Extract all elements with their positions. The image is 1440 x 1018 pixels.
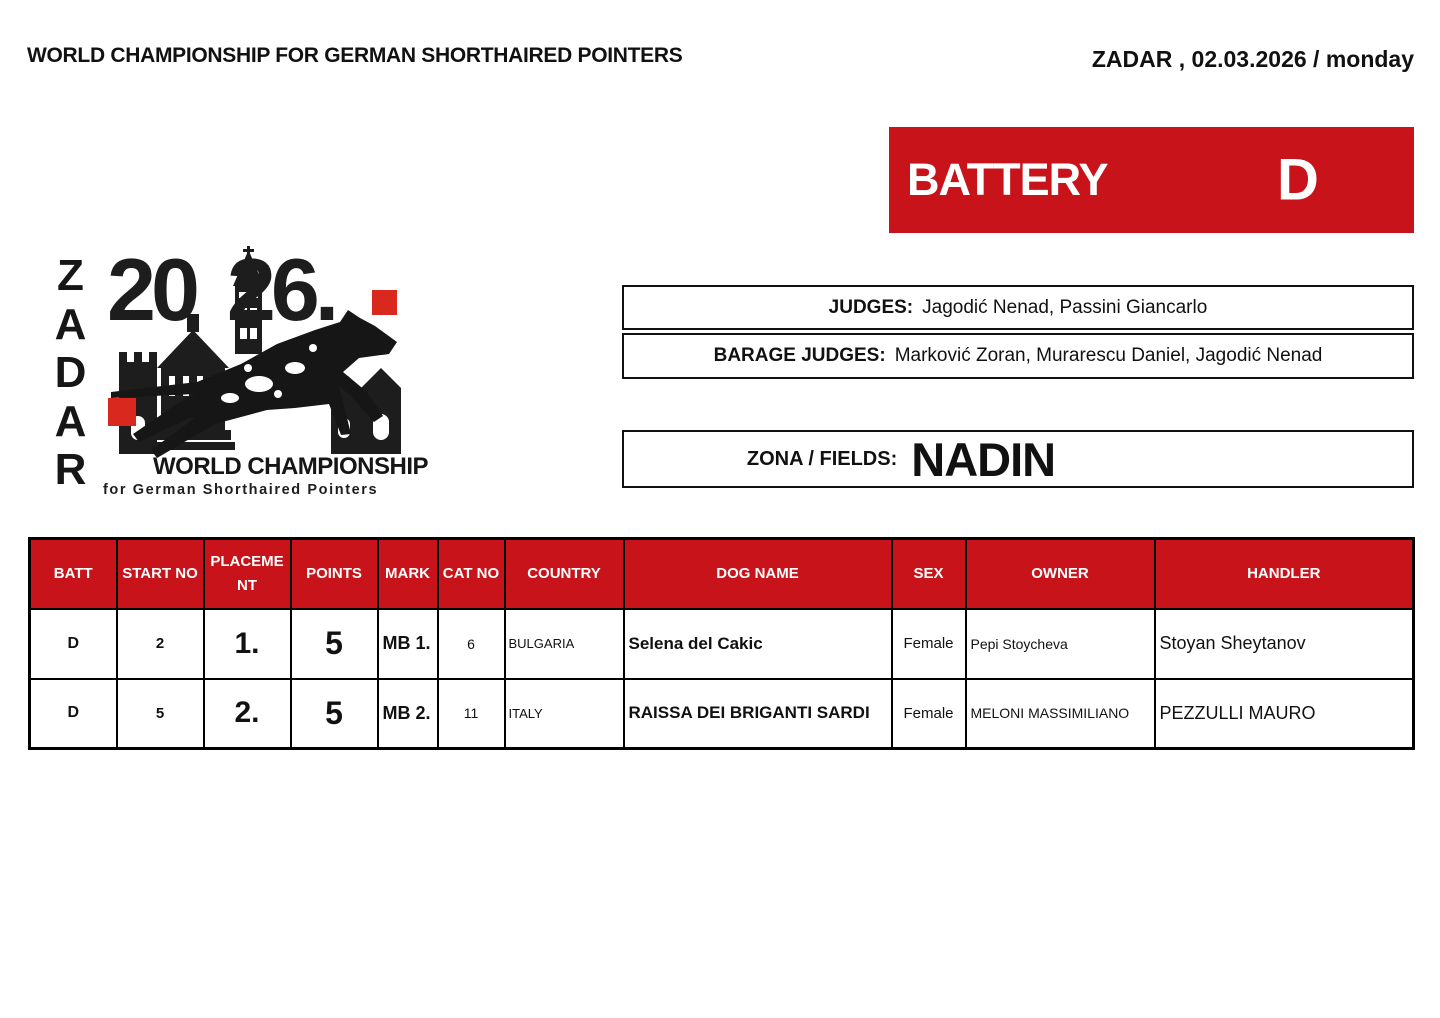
battery-value: D <box>1277 147 1319 213</box>
judges-box <box>622 285 1414 330</box>
zona-fields-value: NADIN <box>911 432 1056 486</box>
zona-fields-box <box>622 430 1414 488</box>
cell-dog-name: RAISSA DEI BRIGANTI SARDI <box>624 679 892 749</box>
logo-year-left: 20 <box>107 240 195 339</box>
logo-letter: D <box>54 348 86 397</box>
logo-letter: A <box>54 396 86 446</box>
battery-banner <box>889 127 1414 233</box>
logo-letter: A <box>54 299 86 349</box>
logo-letter: Z <box>57 251 83 300</box>
event-date: ZADAR , 02.03.2026 / monday <box>1091 46 1414 72</box>
cell-mark: MB 2. <box>378 679 438 749</box>
page-title: WORLD CHAMPIONSHIP FOR GERMAN SHORTHAIRED POINTERS <box>27 44 683 67</box>
cell-start-no: 5 <box>117 679 204 749</box>
logo-letter: R <box>54 445 86 494</box>
cell-points: 5 <box>291 609 378 679</box>
col-header-handler: HANDLER <box>1155 539 1414 609</box>
cell-cat-no: 6 <box>438 609 505 679</box>
cell-country: BULGARIA <box>505 609 624 679</box>
zona-fields-inner <box>746 432 1056 486</box>
cell-cat-no: 11 <box>438 679 505 749</box>
cell-owner: Pepi Stoycheva <box>966 609 1155 679</box>
battery-label: BATTERY <box>907 154 1108 205</box>
judges-label: JUDGES: <box>828 296 914 318</box>
cell-country: ITALY <box>505 679 624 749</box>
logo-red-square <box>108 398 136 426</box>
cell-batt: D <box>30 609 117 679</box>
zona-fields-label: ZONA / FIELDS: <box>746 447 898 470</box>
col-header-country: COUNTRY <box>505 539 624 609</box>
cell-sex: Female <box>892 679 966 749</box>
table-row <box>30 679 1414 749</box>
col-header-start-no: START NO <box>117 539 204 609</box>
cell-placement: 2. <box>204 679 291 749</box>
col-header-batt: BATT <box>30 539 117 609</box>
cell-sex: Female <box>892 609 966 679</box>
cell-dog-name: Selena del Cakic <box>624 609 892 679</box>
cell-batt: D <box>30 679 117 749</box>
cell-owner: MELONI MASSIMILIANO <box>966 679 1155 749</box>
cell-mark: MB 1. <box>378 609 438 679</box>
col-header-placement: PLACEMENT <box>204 539 291 609</box>
table-header-row <box>30 539 1414 609</box>
col-header-sex: SEX <box>892 539 966 609</box>
cell-points: 5 <box>291 679 378 749</box>
col-header-points: POINTS <box>291 539 378 609</box>
cell-start-no: 2 <box>117 609 204 679</box>
logo-title: WORLD CHAMPIONSHIP <box>153 453 428 480</box>
col-header-cat-no: CAT NO <box>438 539 505 609</box>
col-header-dog-name: DOG NAME <box>624 539 892 609</box>
event-logo <box>45 240 428 506</box>
results-table <box>28 537 1415 750</box>
cell-handler: Stoyan Sheytanov <box>1155 609 1414 679</box>
col-header-mark: MARK <box>378 539 438 609</box>
cell-placement: 1. <box>204 609 291 679</box>
logo-red-square <box>372 290 397 315</box>
judges-names: Jagodić Nenad, Passini Giancarlo <box>922 296 1208 318</box>
table-row <box>30 609 1414 679</box>
logo-year-right: 26. <box>226 240 335 339</box>
logo-year <box>107 240 335 339</box>
barage-judges-names: Marković Zoran, Murarescu Daniel, Jagodić Nenad <box>894 345 1323 366</box>
barage-judges-box <box>622 333 1414 379</box>
cell-handler: PEZZULLI MAURO <box>1155 679 1414 749</box>
logo-subtitle: for German Shorthaired Pointers <box>103 482 379 498</box>
col-header-owner: OWNER <box>966 539 1155 609</box>
barage-judges-label: BARAGE JUDGES: <box>713 345 886 366</box>
